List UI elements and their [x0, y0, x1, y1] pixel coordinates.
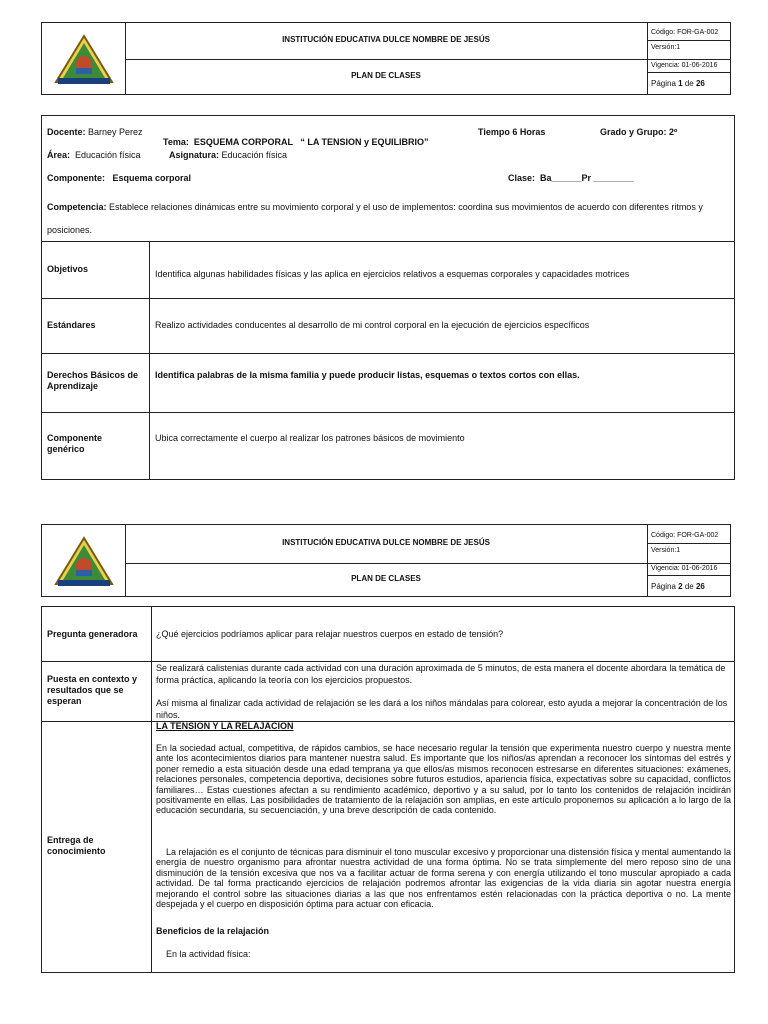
- entrega-label: Entrega de conocimiento: [47, 835, 106, 856]
- asignatura-line: Asignatura: Educación física: [169, 150, 288, 160]
- vigencia: Vigencia: 01-06-2016: [651, 565, 718, 572]
- puesta-p2: Así misma al finalizar cada actividad de relajación se les dará a los niños mándalas para colorear, esto ayuda a mejorar la concentración de los niños.: [156, 698, 728, 720]
- entrega-title: LA TENSION Y LA RELAJACION: [156, 721, 294, 731]
- entrega-p1: En la sociedad actual, competitiva, de rápidos cambios, se hace necesario regular la tensión que experimenta nuestro cuerpo y nuestra mente ante los acontecimientos diarios para mantener nuestra salud. Es importante que los niños/as aprendan a reconocer los síntomas del estrés y poner remedio a esta situación desde una edad temprana ya que ellos/as mismos reconocen estresarse en diferentes situaciones: exámenes, relaciones personales, competencia deportiva, decisiones sobre futuros estudios, apariencia física, expectativas sobre su capacidad, conflictos familiares… Estas cuestiones afectan a su rendimiento académico, deportivo y a su salud, por lo tanto los contenidos de relajación incidirán positivamente en ellas. Las posibilidades de tratamiento de la relajación son amplias, en este artículo proponemos su aplicación a lo largo de la educación secundaria, su secuenciación, y una breve descripción de cada contenido.: [156, 743, 731, 816]
- docente-line: Docente: Barney Perez: [47, 127, 143, 137]
- row-dba-label: Derechos Básicos de Aprendizaje: [47, 370, 139, 391]
- area-line: Área: Educación física: [47, 150, 141, 160]
- pregunta-label: Pregunta generadora: [47, 629, 138, 639]
- competencia: Competencia: Establece relaciones dinámicas entre su movimiento corporal y el uso de implementos: coordina sus movimientos de acuerdo con diferentes ritmos y posiciones.: [47, 202, 703, 235]
- row-componente-generico-label: Componente genérico: [47, 433, 102, 454]
- plan-title: PLAN DE CLASES: [351, 71, 421, 80]
- vigencia: Vigencia: 01-06-2016: [651, 62, 718, 69]
- row-objetivos-value: Identifica algunas habilidades físicas y las aplica en ejercicios relativos a esquemas corporales y capacidades motrices: [155, 269, 630, 279]
- institution-name: INSTITUCIÓN EDUCATIVA DULCE NOMBRE DE JESÚS: [282, 538, 490, 547]
- clase-line: Clase: Ba______Pr ________: [508, 173, 634, 183]
- codigo: Código: FOR-GA-002: [651, 532, 719, 539]
- entrega-p2: La relajación es el conjunto de técnicas para disminuir el tono muscular excesivo y proporcionar una distensión física y mental aumentando la energía de nuestro organismo para afrontar nuestra actividad de una forma óptima. No se trata simplemente del mero reposo sino de una disminución de la tensión excesiva que nos va a facilitar actuar de forma serena y con energía utilizando el tono muscular apropiado a cada actividad. De tal forma practicando ejercicios de relajación podremos afrontar las exigencias de la vida diaria sin agotar nuestra energía mejorando el control sobre las situaciones diarias a las que nos enfrentamos estén relacionadas con la práctica deportiva o no. La mente despejada y el cuerpo en disposición óptima para actuar con eficacia.: [156, 847, 731, 910]
- row-componente-generico-value: Ubica correctamente el cuerpo al realizar los patrones básicos de movimiento: [155, 433, 465, 443]
- page-number: Página 2 de 26: [651, 582, 705, 591]
- row-estandares-label: Estándares: [47, 320, 96, 330]
- row-estandares-value: Realizo actividades conducentes al desarrollo de mi control corporal en la ejecución de ejercicios específicos: [155, 320, 590, 330]
- school-logo-icon: [54, 34, 114, 86]
- puesta-p1: Se realizará calistenias durante cada actividad con una duración aproximada de 5 minutos, de esta manera el docente abordara la temática de forma práctica, aplicando la teoría con los ejercicios propuestos.: [156, 663, 726, 685]
- grado-grupo: Grado y Grupo: 2º: [600, 127, 678, 137]
- page-number: Página 1 de 26: [651, 79, 705, 88]
- version: Versión:1: [651, 44, 681, 51]
- tema-line: Tema: ESQUEMA CORPORAL “ LA TENSION y EQUILIBRIO”: [163, 137, 429, 147]
- tiempo: Tiempo 6 Horas: [478, 127, 546, 137]
- row-objetivos-label: Objetivos: [47, 264, 89, 274]
- pregunta-value: ¿Qué ejercicios podríamos aplicar para relajar nuestros cuerpos en estado de tensión?: [156, 629, 504, 639]
- page2-header: [41, 524, 731, 597]
- institution-name: INSTITUCIÓN EDUCATIVA DULCE NOMBRE DE JESÚS: [282, 35, 490, 44]
- school-logo-icon: [54, 536, 114, 588]
- componente-line: Componente: Esquema corporal: [47, 173, 192, 183]
- logo-caption: DULCE NOMBRE DE JESÚS: [63, 582, 105, 586]
- version: Versión:1: [651, 547, 681, 554]
- row-dba-value: Identifica palabras de la misma familia y puede producir listas, esquemas o textos cortos con ellas.: [155, 370, 580, 380]
- beneficios-heading: Beneficios de la relajación: [156, 926, 270, 936]
- codigo: Código: FOR-GA-002: [651, 29, 719, 36]
- puesta-label: Puesta en contexto y resultados que se esperan: [47, 674, 138, 706]
- logo-caption: DULCE NOMBRE DE JESÚS: [63, 80, 105, 84]
- plan-title: PLAN DE CLASES: [351, 574, 421, 583]
- actividad-line: En la actividad física:: [166, 949, 251, 959]
